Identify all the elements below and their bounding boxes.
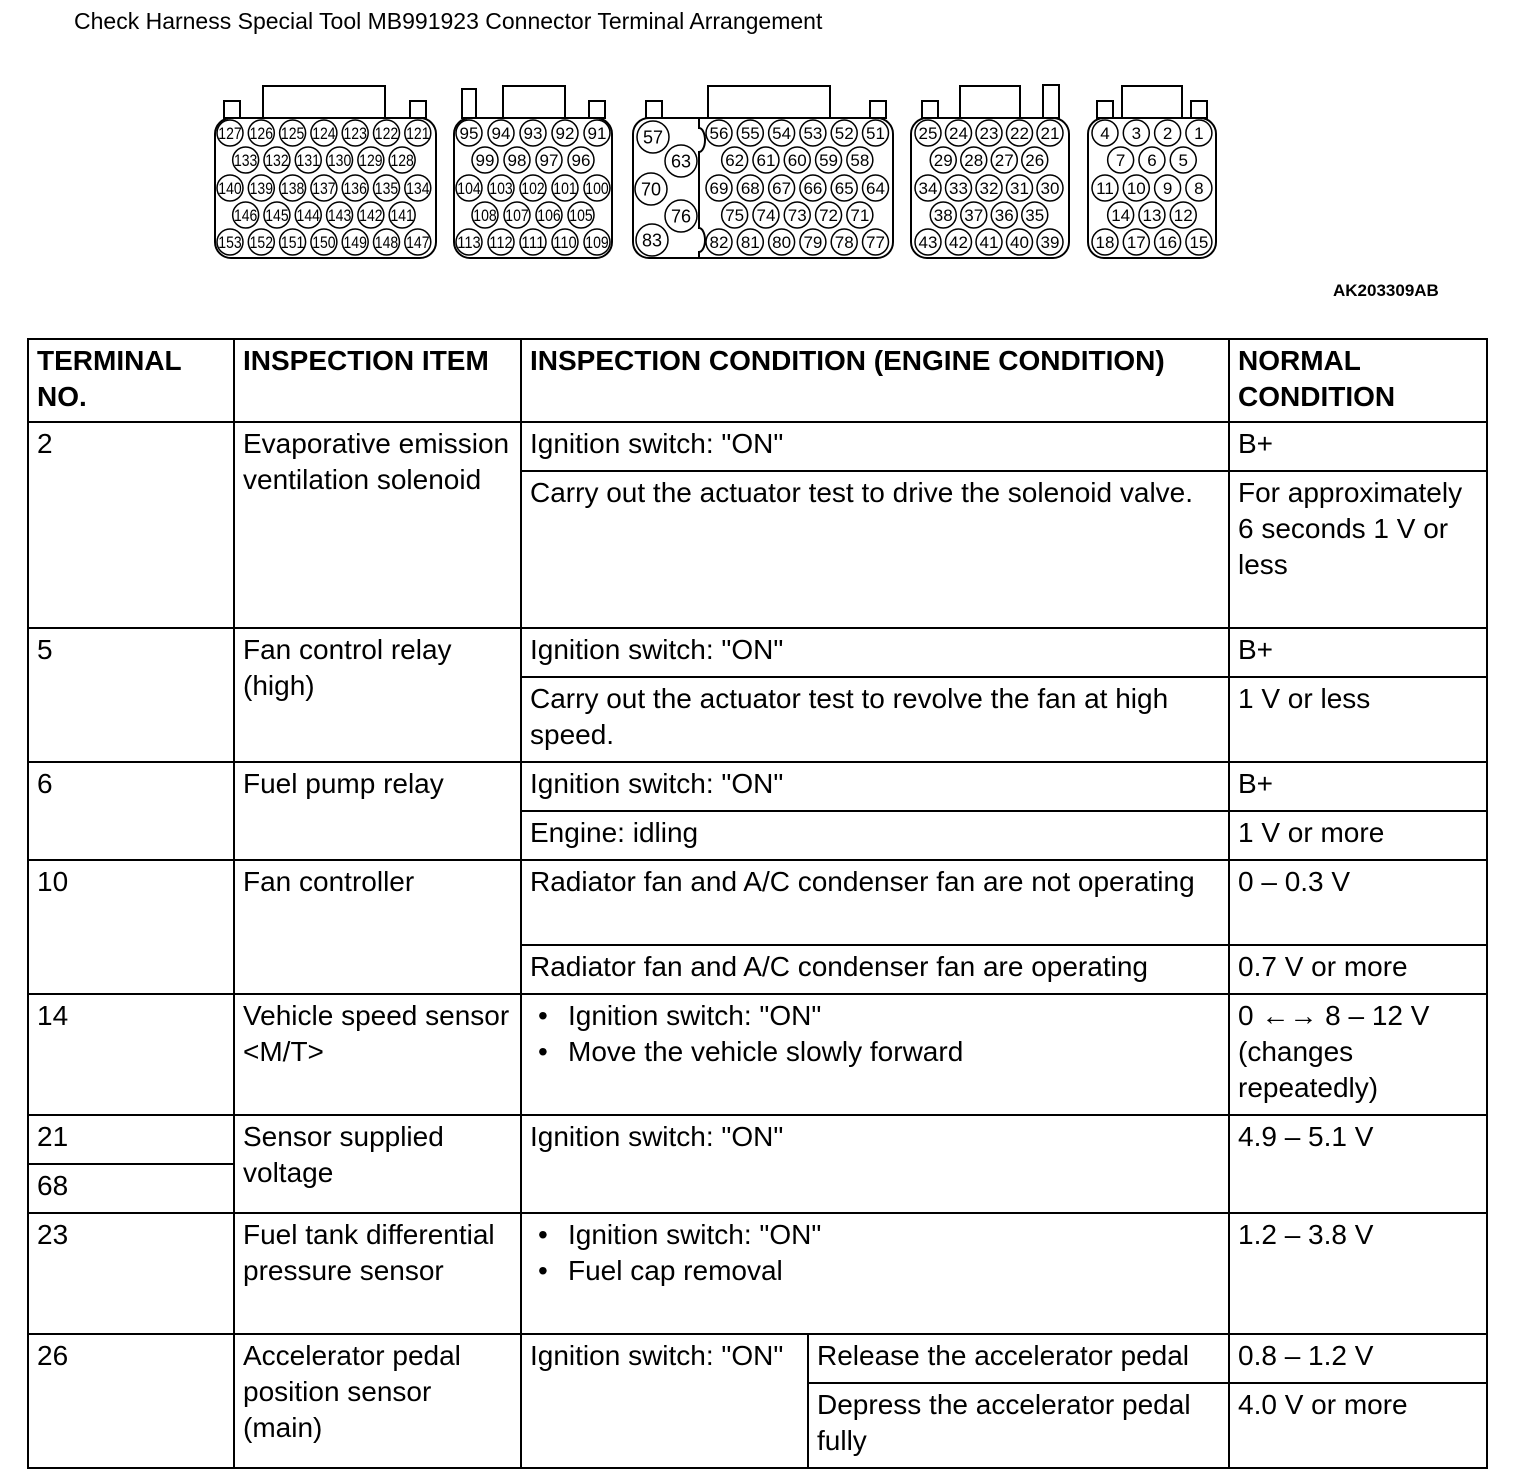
terminal-pin-label: 152	[249, 233, 273, 253]
terminal-pin-label: 145	[265, 206, 289, 226]
terminal-pin-label: 8	[1194, 179, 1204, 199]
terminal-pin-label: 136	[343, 179, 367, 199]
terminal-pin-label: 102	[521, 179, 545, 199]
terminal-pin-label: 22	[1010, 124, 1029, 144]
terminal-pin-label: 77	[866, 233, 885, 253]
terminal-no: 21	[28, 1115, 234, 1164]
terminal-pin-label: 5	[1178, 151, 1188, 171]
terminal-pin-label: 113	[457, 233, 481, 253]
terminal-pin-label: 147	[406, 233, 430, 253]
terminal-pin-label: 96	[571, 151, 591, 171]
terminal-pin-label: 34	[918, 179, 938, 199]
terminal-pin-label: 24	[949, 124, 968, 144]
terminal-pin-label: 132	[265, 151, 289, 171]
terminal-no: 14	[28, 994, 234, 1115]
inspection-table	[27, 338, 1488, 1469]
terminal-pin-label: 25	[918, 124, 938, 144]
inspection-item: Sensor supplied voltage	[234, 1115, 521, 1213]
terminal-pin-label: 94	[491, 124, 511, 144]
terminal-no: 10	[28, 860, 234, 994]
table-row	[28, 1213, 1487, 1334]
condition-bullet: • Ignition switch: "ON"	[530, 1217, 1220, 1253]
terminal-pin-label: 53	[803, 124, 823, 144]
condition-bullet: • Fuel cap removal	[530, 1253, 1220, 1289]
terminal-pin-label: 123	[343, 124, 367, 144]
inspection-item: Accelerator pedal position sensor (main)	[234, 1334, 521, 1468]
terminal-pin-label: 18	[1095, 233, 1115, 253]
terminal-pin-label: 97	[539, 151, 559, 171]
terminal-pin-label: 103	[489, 179, 513, 199]
terminal-no: 68	[28, 1164, 234, 1213]
inspection-condition: Radiator fan and A/C condenser fan are not operating	[521, 860, 1229, 945]
header-terminal: TERMINAL NO.	[28, 339, 234, 422]
terminal-pin-label: 134	[406, 179, 430, 199]
normal-condition: 0 ←→ 8 – 12 V (changes repeatedly)	[1229, 994, 1487, 1115]
inspection-condition: Engine: idling	[521, 811, 1229, 860]
page-title: Check Harness Special Tool MB991923 Connector Terminal Arrangement	[74, 8, 823, 34]
terminal-pin-label: 137	[312, 179, 336, 199]
terminal-pin-label: 31	[1010, 179, 1029, 199]
condition-bullet: • Move the vehicle slowly forward	[530, 1034, 1220, 1070]
terminal-pin-label: 13	[1142, 206, 1162, 226]
table-row	[28, 422, 1487, 471]
header-item: INSPECTION ITEM	[234, 339, 521, 422]
terminal-pin-label: 37	[964, 206, 984, 226]
terminal-pin-label: 140	[218, 179, 242, 199]
terminal-pin-label: 99	[475, 151, 495, 171]
terminal-pin-label: 72	[819, 206, 839, 226]
terminal-pin-label: 26	[1025, 151, 1045, 171]
table-row	[28, 628, 1487, 677]
terminal-pin-label: 107	[505, 206, 529, 226]
terminal-pin-label: 33	[949, 179, 968, 199]
terminal-pin-label: 100	[585, 179, 609, 199]
terminal-pin-label: 32	[979, 179, 999, 199]
normal-condition: 1 V or less	[1229, 677, 1487, 762]
terminal-pin-label: 1	[1194, 124, 1204, 144]
normal-condition: 0.8 – 1.2 V	[1229, 1334, 1487, 1383]
terminal-pin-label: 129	[359, 151, 383, 171]
terminal-pin-label: 30	[1040, 179, 1060, 199]
terminal-pin-label: 127	[218, 124, 242, 144]
inspection-condition	[521, 994, 1229, 1115]
inspection-item: Vehicle speed sensor <M/T>	[234, 994, 521, 1115]
terminal-pin-label: 110	[553, 233, 577, 253]
terminal-pin-label: 143	[327, 206, 352, 226]
inspection-condition	[521, 1213, 1229, 1334]
header-condition: INSPECTION CONDITION (ENGINE CONDITION)	[521, 339, 1229, 422]
terminal-no: 6	[28, 762, 234, 860]
inspection-condition: Carry out the actuator test to drive the solenoid valve.	[521, 471, 1229, 628]
terminal-pin-label: 62	[725, 151, 745, 171]
normal-condition: 4.0 V or more	[1229, 1383, 1487, 1468]
terminal-pin-label: 59	[819, 151, 839, 171]
terminal-pin-label: 36	[994, 206, 1014, 226]
terminal-pin-label: 81	[740, 233, 760, 253]
terminal-pin-label: 76	[670, 206, 692, 227]
terminal-pin-label: 58	[850, 151, 870, 171]
terminal-pin-label: 126	[249, 124, 273, 144]
terminal-no: 2	[28, 422, 234, 628]
terminal-pin-label: 109	[585, 233, 609, 253]
terminal-pin-label: 21	[1040, 124, 1060, 144]
inspection-item: Evaporative emission ventilation solenoid	[234, 422, 521, 628]
inspection-condition: Carry out the actuator test to revolve the fan at high speed.	[521, 677, 1229, 762]
inspection-item: Fuel pump relay	[234, 762, 521, 860]
terminal-pin-label: 12	[1173, 206, 1193, 226]
terminal-pin-label: 108	[473, 206, 497, 226]
terminal-pin-label: 66	[803, 179, 823, 199]
terminal-pin-label: 122	[374, 124, 399, 144]
terminal-pin-label: 92	[555, 124, 575, 144]
terminal-no: 5	[28, 628, 234, 762]
table-header-row	[28, 339, 1487, 422]
inspection-item: Fan control relay (high)	[234, 628, 521, 762]
terminal-pin-label: 142	[359, 206, 383, 226]
terminal-pin-label: 141	[390, 206, 414, 226]
terminal-pin-label: 14	[1111, 206, 1131, 226]
terminal-pin-label: 7	[1115, 151, 1126, 171]
terminal-pin-label: 10	[1126, 179, 1146, 199]
inspection-condition: Ignition switch: "ON"	[521, 1115, 1229, 1213]
terminal-pin-label: 57	[642, 127, 664, 148]
inspection-sub-condition: Release the accelerator pedal	[808, 1334, 1229, 1383]
normal-condition: 0.7 V or more	[1229, 945, 1487, 994]
terminal-pin-label: 38	[933, 206, 953, 226]
terminal-pin-label: 6	[1147, 151, 1157, 171]
terminal-pin-label: 91	[587, 124, 607, 144]
table-row	[28, 762, 1487, 811]
terminal-pin-label: 106	[537, 206, 561, 226]
terminal-pin-label: 54	[772, 124, 792, 144]
terminal-pin-label: 29	[933, 151, 953, 171]
terminal-pin-label: 65	[834, 179, 854, 199]
terminal-pin-label: 9	[1162, 179, 1173, 199]
terminal-pin-label: 124	[312, 124, 336, 144]
terminal-pin-label: 3	[1131, 124, 1142, 144]
table-row	[28, 994, 1487, 1115]
inspection-condition: Ignition switch: "ON"	[521, 628, 1229, 677]
terminal-pin-label: 135	[374, 179, 399, 199]
table-row	[28, 1115, 1487, 1164]
terminal-pin-label: 67	[772, 179, 792, 199]
terminal-pin-label: 104	[457, 179, 481, 199]
inspection-item: Fuel tank differential pressure sensor	[234, 1213, 521, 1334]
inspection-condition: Radiator fan and A/C condenser fan are operating	[521, 945, 1229, 994]
terminal-pin-label: 125	[280, 124, 305, 144]
normal-condition: For approximately 6 seconds 1 V or less	[1229, 471, 1487, 628]
terminal-pin-label: 121	[406, 124, 430, 144]
terminal-pin-label: 133	[233, 151, 258, 171]
terminal-pin-label: 101	[553, 179, 577, 199]
terminal-pin-label: 16	[1158, 233, 1178, 253]
inspection-condition: Ignition switch: "ON"	[521, 762, 1229, 811]
terminal-pin-label: 98	[507, 151, 527, 171]
terminal-pin-label: 93	[523, 124, 543, 144]
terminal-pin-label: 68	[740, 179, 760, 199]
terminal-pin-label: 131	[296, 151, 320, 171]
normal-condition: B+	[1229, 762, 1487, 811]
terminal-pin-label: 61	[756, 151, 776, 171]
terminal-no: 23	[28, 1213, 234, 1334]
condition-bullet: • Ignition switch: "ON"	[530, 998, 1220, 1034]
terminal-pin-label: 52	[834, 124, 854, 144]
terminal-pin-label: 51	[866, 124, 885, 144]
terminal-pin-label: 105	[569, 206, 593, 226]
terminal-pin-label: 43	[918, 233, 938, 253]
terminal-pin-label: 28	[964, 151, 984, 171]
terminal-pin-label: 63	[670, 151, 692, 172]
normal-condition: 1.2 – 3.8 V	[1229, 1213, 1487, 1334]
terminal-pin-label: 55	[740, 124, 760, 144]
inspection-item: Fan controller	[234, 860, 521, 994]
terminal-pin-label: 149	[343, 233, 367, 253]
terminal-pin-label: 60	[787, 151, 807, 171]
terminal-pin-label: 138	[280, 179, 305, 199]
normal-condition: 4.9 – 5.1 V	[1229, 1115, 1487, 1213]
connector-terminal-diagram	[0, 76, 1520, 276]
terminal-pin-label: 39	[1040, 233, 1060, 253]
terminal-pin-label: 4	[1100, 124, 1110, 144]
terminal-pin-label: 80	[772, 233, 792, 253]
terminal-pin-label: 112	[489, 233, 513, 253]
terminal-pin-label: 111	[521, 233, 545, 253]
terminal-pin-label: 148	[374, 233, 399, 253]
terminal-pin-label: 23	[979, 124, 999, 144]
terminal-pin-label: 42	[949, 233, 968, 253]
terminal-pin-label: 11	[1096, 179, 1114, 199]
normal-condition: 1 V or more	[1229, 811, 1487, 860]
terminal-pin-label: 128	[390, 151, 414, 171]
terminal-pin-label: 2	[1162, 124, 1173, 144]
inspection-condition: Ignition switch: "ON"	[521, 1334, 808, 1468]
terminal-pin-label: 64	[866, 179, 885, 199]
terminal-pin-label: 82	[709, 233, 729, 253]
terminal-pin-label: 95	[459, 124, 479, 144]
table-row	[28, 1334, 1487, 1383]
terminal-pin-label: 151	[280, 233, 305, 253]
terminal-pin-label: 79	[803, 233, 823, 253]
terminal-pin-label: 15	[1189, 233, 1209, 253]
terminal-pin-label: 144	[296, 206, 320, 226]
terminal-pin-label: 69	[709, 179, 729, 199]
terminal-pin-label: 56	[709, 124, 729, 144]
terminal-pin-label: 73	[787, 206, 807, 226]
terminal-pin-label: 146	[233, 206, 258, 226]
header-normal: NORMAL CONDITION	[1229, 339, 1487, 422]
inspection-condition: Ignition switch: "ON"	[521, 422, 1229, 471]
terminal-no: 26	[28, 1334, 234, 1468]
terminal-pin-label: 35	[1025, 206, 1045, 226]
terminal-pin-label: 70	[640, 179, 662, 200]
terminal-pin-label: 130	[327, 151, 352, 171]
terminal-pin-label: 17	[1126, 233, 1146, 253]
normal-condition: 0 – 0.3 V	[1229, 860, 1487, 945]
inspection-sub-condition: Depress the accelerator pedal fully	[808, 1383, 1229, 1468]
terminal-pin-label: 78	[834, 233, 854, 253]
terminal-pin-label: 139	[249, 179, 273, 199]
normal-condition: B+	[1229, 628, 1487, 677]
terminal-pin-label: 40	[1010, 233, 1029, 253]
terminal-pin-label: 153	[218, 233, 242, 253]
terminal-pin-label: 71	[850, 206, 870, 226]
figure-code: AK203309AB	[1333, 281, 1439, 300]
terminal-pin-label: 74	[756, 206, 776, 226]
terminal-pin-label: 83	[641, 230, 663, 251]
terminal-pin-label: 75	[725, 206, 745, 226]
table-row	[28, 860, 1487, 945]
terminal-pin-label: 41	[979, 233, 999, 253]
normal-condition: B+	[1229, 422, 1487, 471]
terminal-pin-label: 27	[994, 151, 1014, 171]
terminal-pin-label: 150	[312, 233, 336, 253]
